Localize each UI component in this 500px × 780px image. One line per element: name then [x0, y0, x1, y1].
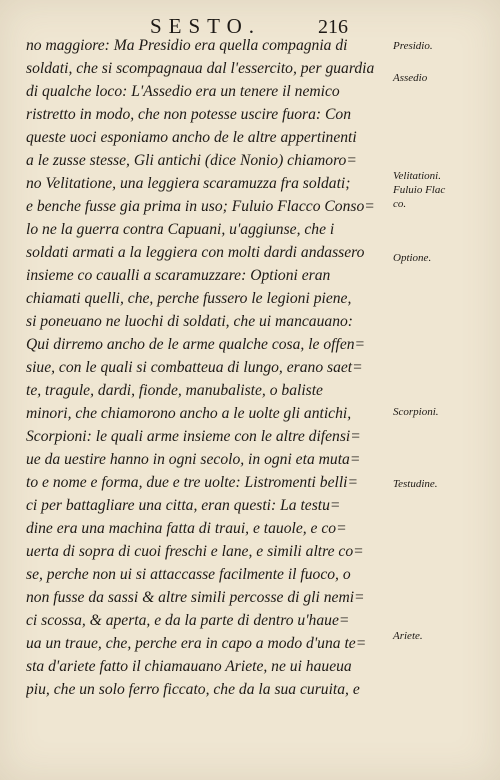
text-line: a le zusse stesse, Gli antichi (dice Nonio) chiamoro= [26, 153, 357, 169]
text-line: uerta di sopra di cuoi freschi e lane, e simili altre co= [26, 544, 364, 560]
text-line: Scorpioni: le quali arme insieme con le altre difensi= [26, 429, 361, 445]
text-line: piu, che un solo ferro ficcato, che da la sua curuita, e [26, 682, 360, 698]
margin-note-velitationi: Velitationi. [393, 170, 441, 182]
text-line: siue, con le quali si combatteua di lungo, erano saet= [26, 360, 363, 376]
margin-note-co: co. [393, 198, 407, 210]
text-line: di qualche loco: L'Assedio era un tenere il nemico [26, 84, 340, 100]
text-line: ue da uestire hanno in ogni secolo, in ogni eta muta= [26, 452, 361, 468]
text-line: dine era una machina fatta di traui, e tauole, e co= [26, 521, 347, 537]
margin-note-optione: Optione. [393, 252, 432, 264]
text-line: no Velitatione, una leggiera scaramuzza fra soldati; [26, 176, 351, 192]
text-line: e benche fusse gia prima in uso; Fuluio Flacco Conso= [26, 199, 375, 215]
page-number: 216 [318, 16, 348, 38]
text-line: to e nome e forma, due e tre uolte: Listromenti belli= [26, 475, 359, 491]
text-line: ci per battagliare una citta, eran questi: La testu= [26, 498, 341, 514]
text-line: Qui dirremo ancho de le arme qualche cosa, le offen= [26, 337, 366, 353]
text-line: lo ne la guerra contra Capuani, u'aggiunse, che i [26, 222, 335, 238]
margin-note-assedio: Assedio [393, 72, 428, 84]
text-line: ua un traue, che, perche era in capo a modo d'una te= [26, 636, 367, 652]
text-line: minori, che chiamorono ancho a le uolte gli antichi, [26, 406, 352, 422]
text-line: te, tragule, dardi, fionde, manubaliste, o baliste [26, 383, 323, 399]
text-line: si poneuano ne luochi di soldati, che ui mancauano: [26, 314, 353, 330]
text-line: no maggiore: Ma Presidio era quella compagnia di [26, 38, 348, 54]
text-line: ristretto in modo, che non potesse uscire fuora: Con [26, 107, 351, 123]
text-line: insieme co caualli a scaramuzzare: Optioni eran [26, 268, 331, 284]
margin-note-presidio: Presidio. [393, 40, 433, 52]
text-line: chiamati quelli, che, perche fussero le legioni piene, [26, 291, 352, 307]
margin-note-ariete: Ariete. [393, 630, 423, 642]
text-line: non fusse da sassi & altre simili percosse di gli nemi= [26, 590, 365, 606]
running-head: SESTO. [150, 14, 262, 38]
text-line: sta d'ariete fatto il chiamauano Ariete, ne ui haueua [26, 659, 352, 675]
text-line: soldati, che si scompagnaua dal l'essercito, per guardia [26, 61, 375, 77]
text-line: se, perche non ui si attaccasse facilmente il fuoco, o [26, 567, 351, 583]
margin-note-testudine: Testudine. [393, 478, 438, 490]
margin-note-fuluio-flacco: Fuluio Flac [393, 184, 446, 196]
text-line: soldati armati a la leggiera con molti dardi andassero [26, 245, 365, 261]
text-line: ci scossa, & aperta, e da la parte di dentro u'haue= [26, 613, 350, 629]
text-line: queste uoci esponiamo ancho de le altre appertinenti [26, 130, 357, 146]
margin-note-scorpioni: Scorpioni. [393, 406, 439, 418]
